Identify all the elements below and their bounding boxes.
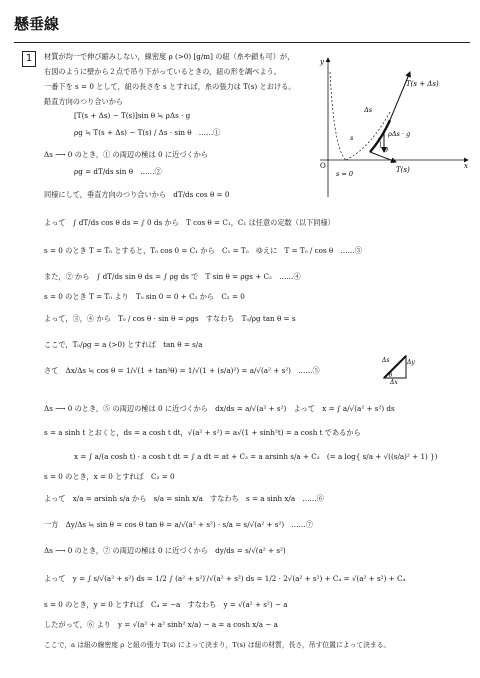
label-x: x [464, 162, 468, 170]
label-origin: O [320, 162, 326, 170]
tri-label-dy: Δy [407, 359, 415, 366]
label-y: y [320, 58, 324, 66]
equation-line: したがって，⑥ より y = √(a² + a² sinh² x/a) − a = a cosh x/a − a [44, 620, 278, 629]
label-theta: θ [384, 146, 388, 154]
label-gravity: ρΔs · g [388, 130, 411, 138]
equation-line: また，② から ∫ dT/ds sin θ ds = ∫ ρg ds で T sin θ = ρgs + C₂ ……④ [44, 272, 301, 281]
equation-line: Δs ⟶ 0 のとき，⑤ の両辺の極は 0 に近づくから dx/ds = a/√(a² + s²) よって x = ∫ a/√(a² + s²) ds [44, 404, 395, 413]
equation-line: よって ∫ dT/ds cos θ ds = ∫ 0 ds から T cos θ = C₁，C₁ は任意の定数（以下同様） [44, 218, 335, 227]
equation-line: ここで，T₀/ρg = a (>0) とすれば tan θ = s/a [44, 340, 203, 349]
catenary-curve-dashed [330, 72, 346, 160]
equation-line: s = a sinh t とおくと，ds = a cosh t dt，√(a² + s²) = a√(1 + sinh²t) = a cosh t であるから [44, 428, 361, 437]
tri-label-theta: θ [389, 373, 393, 379]
intro-line: 右図のように壁から２点で吊り下がっているときの，紐の形を調べよう。 [44, 67, 281, 76]
equation-line: s = 0 のとき T = T₀ とすると，T₀ cos 0 = C₁ から C₁ = T₀ ゆえに T = T₀ / cos θ ……③ [44, 246, 362, 255]
equation-line: ρg ≒ T(s + Δs) − T(s) / Δs · sin θ ……① [74, 128, 221, 137]
equation-line: 一方 Δy/Δs ≒ sin θ = cos θ tan θ = a/√(a² + s²) · s/a = s/√(a² + s²) ……⑦ [44, 520, 313, 529]
tri-label-dx: Δx [390, 379, 398, 384]
tension-arrow-bottom [370, 152, 396, 162]
label-s0: s = 0 [336, 170, 354, 178]
intro-line: 材質が均一で伸び縮みしない，線密度 ρ (>0) [g/m] の紐（糸や鎖も可）が， [44, 52, 295, 61]
label-tension-top: T(s + Δs) [406, 80, 439, 88]
equation-line: よって x/a = arsinh s/a から s/a = sinh x/a すなわち s = a sinh x/a ……⑥ [44, 494, 324, 503]
equation-line: よって y = ∫ s/√(a² + s²) ds = 1/2 ∫ (a² + s²)′/√(a² + s²) ds = 1/2 · 2√(a² + s²) + C₄ = √(a² + s²) + C₄ [44, 574, 406, 583]
equation-line: s = 0 のとき，y = 0 とすれば C₄ = −a すなわち y = √(a² + s²) − a [44, 600, 288, 609]
intro-line: 一番下を s = 0 として，紐の長さを s とすれば，糸の張力は T(s) とおける。 [44, 82, 296, 91]
equation-line: 同様にして，垂直方向のつり合いから dT/ds cos θ = 0 [44, 190, 230, 199]
equation-line: s = 0 のとき T = T₀ より T₀ sin 0 = 0 + C₂ から C₂ = 0 [44, 292, 245, 301]
equation-line: Δs ⟶ 0 のとき，⑦ の両辺の極は 0 に近づくから dy/ds = s/√(a² + s²) [44, 546, 286, 555]
title-rule [14, 42, 470, 43]
label-s: s [350, 134, 354, 142]
catenary-figure [300, 52, 472, 202]
equation-line: さて Δx/Δs ≒ cos θ = 1/√(1 + tan²θ) = 1/√(1 + (s/a)²) = a/√(a² + s²) ……⑤ [44, 366, 320, 375]
tri-label-ds: Δs [382, 357, 390, 364]
equation-line: x = ∫ a/(a cosh t) · a cosh t dt = ∫ a dt = at + C₃ = a arsinh s/a + C₃ (= a log{ s/a + √((s/a)² + 1) }) [74, 452, 438, 461]
problem-number: 1 [22, 51, 36, 67]
equation-line: ρg = dT/ds sin θ ……② [74, 167, 162, 176]
label-tension-bottom: T(s) [396, 166, 410, 174]
equation-line: よって，③，④ から T₀ / cos θ · sin θ = ρgs すなわち T₀/ρg tan θ = s [44, 314, 296, 323]
label-delta-s: Δs [364, 106, 373, 114]
equation-line: s = 0 のとき，x = 0 とすれば C₃ = 0 [44, 472, 175, 481]
triangle-figure [378, 350, 418, 384]
equation-line: ここで，a は紐の線密度 ρ と紐の張力 T(s) によって決まり，T(s) は紐の材質，長さ，吊す位置によって決まる。 [44, 641, 391, 649]
equation-line: [T(s + Δs) − T(s)]sin θ ≒ ρΔs · g [74, 111, 191, 120]
page-title: 懸垂線 [14, 15, 60, 33]
equation-line: Δs ⟶ 0 のとき，① の両辺の極は 0 に近づくから [44, 150, 208, 159]
intro-line: 鉛直方向のつり合いから [44, 97, 124, 106]
